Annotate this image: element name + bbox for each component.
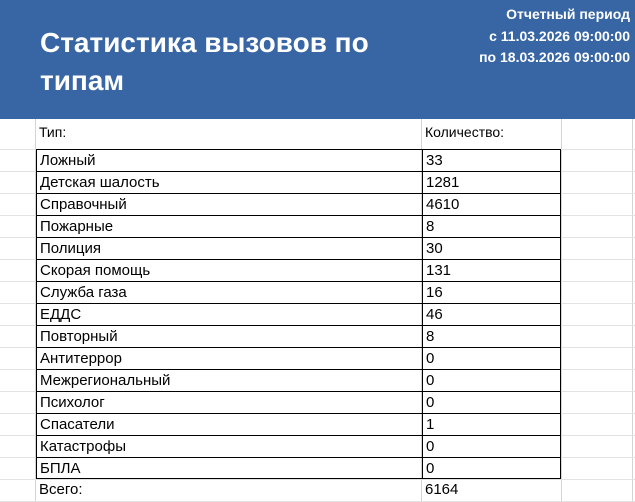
type-cell[interactable]: Психолог [36, 391, 422, 413]
count-cell[interactable]: 0 [422, 347, 561, 369]
count-cell[interactable]: 0 [422, 369, 561, 391]
column-gridline [632, 119, 633, 502]
type-cell[interactable]: Скорая помощь [36, 259, 422, 281]
type-cell[interactable]: Ложный [36, 149, 422, 171]
total-value-cell[interactable]: 6164 [425, 481, 459, 498]
count-cell[interactable]: 8 [422, 215, 561, 237]
count-cell[interactable]: 1 [422, 413, 561, 435]
count-cell[interactable]: 0 [422, 435, 561, 457]
type-cell[interactable]: Детская шалость [36, 171, 422, 193]
count-cell[interactable]: 4610 [422, 193, 561, 215]
count-cell[interactable]: 33 [422, 149, 561, 171]
count-cell[interactable]: 16 [422, 281, 561, 303]
type-cell[interactable]: Катастрофы [36, 435, 422, 457]
header-type-cell[interactable]: Тип: [39, 124, 67, 140]
count-cell[interactable]: 0 [422, 457, 561, 479]
period-from: с 11.03.2026 09:00:00 [489, 27, 630, 44]
type-cell[interactable]: БПЛА [36, 457, 422, 479]
spreadsheet-grid[interactable] [0, 119, 635, 502]
report-header [0, 0, 635, 119]
type-cell[interactable]: Спасатели [36, 413, 422, 435]
count-cell[interactable]: 131 [422, 259, 561, 281]
count-cell[interactable]: 30 [422, 237, 561, 259]
header-count-cell[interactable]: Количество: [425, 124, 505, 140]
type-cell[interactable]: Полиция [36, 237, 422, 259]
column-gridline [561, 119, 562, 502]
report-period [479, 4, 630, 69]
type-cell[interactable]: Антитеррор [36, 347, 422, 369]
count-cell[interactable]: 1281 [422, 171, 561, 193]
type-cell[interactable]: Пожарные [36, 215, 422, 237]
total-label-cell[interactable]: Всего: [39, 481, 83, 498]
period-label: Отчетный период [506, 6, 630, 22]
page-title: Статистика вызовов по типам [40, 27, 369, 96]
type-cell[interactable]: Служба газа [36, 281, 422, 303]
type-cell[interactable]: ЕДДС [36, 303, 422, 325]
type-cell[interactable]: Справочный [36, 193, 422, 215]
type-cell[interactable]: Межрегиональный [36, 369, 422, 391]
period-to: по 18.03.2026 09:00:00 [479, 49, 630, 65]
count-cell[interactable]: 46 [422, 303, 561, 325]
type-cell[interactable]: Повторный [36, 325, 422, 347]
count-cell[interactable]: 0 [422, 391, 561, 413]
count-cell[interactable]: 8 [422, 325, 561, 347]
